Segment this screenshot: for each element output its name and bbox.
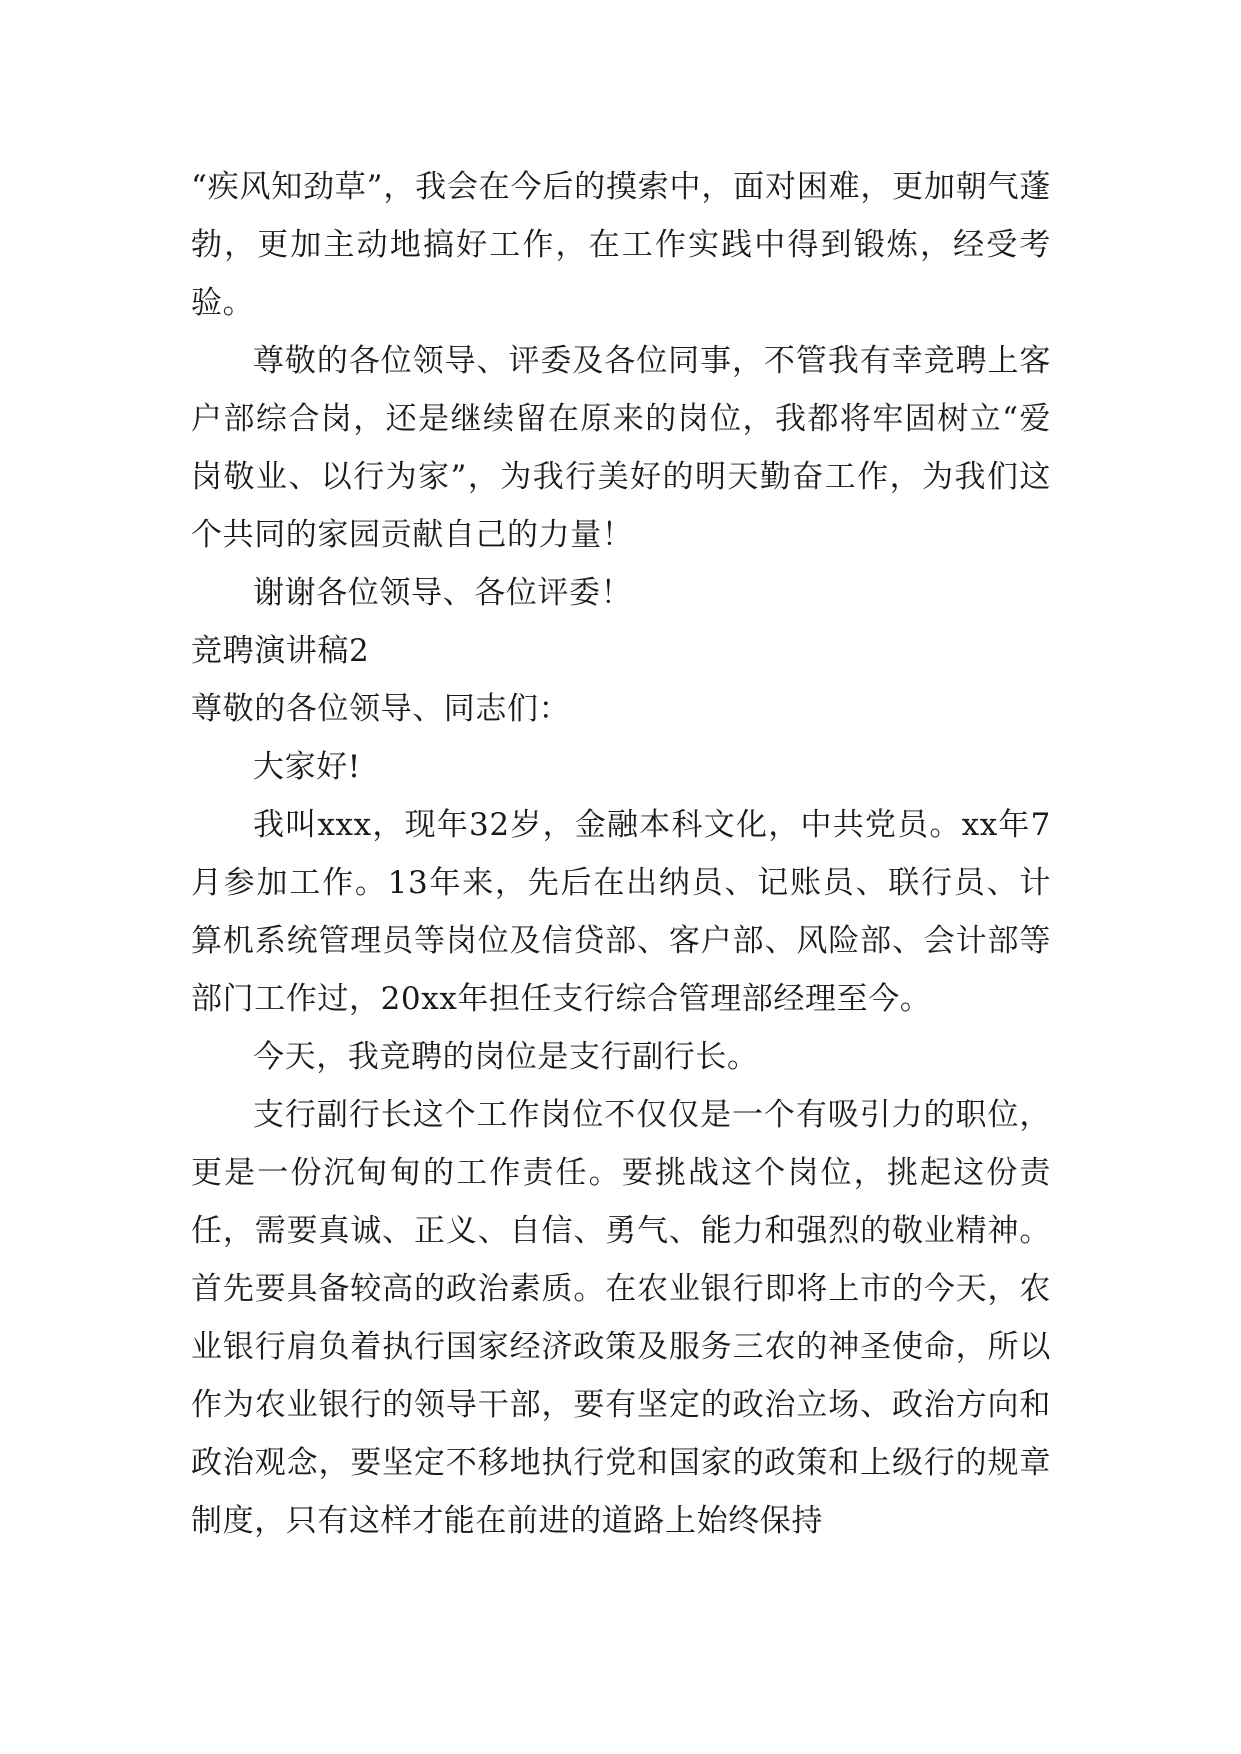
paragraph-position-responsibility: 支行副行长这个工作岗位不仅仅是一个有吸引力的职位，更是一份沉甸甸的工作责任。要挑战这个岗位，挑起这份责任，需要真诚、正义、自信、勇气、能力和强烈的敬业精神。首先要具备较高的政治素质。在农业银行即将上市的今天，农业银行肩负着执行国家经济政策及服务三农的神圣使命，所以作为农业银行的领导干部，要有坚定的政治立场、政治方向和政治观念，要坚定不移地执行党和国家的政策和上级行的规章制度，只有这样才能在前进的道路上始终保持 (191, 1097, 1051, 1539)
paragraph-target-position: 今天，我竞聘的岗位是支行副行长。 (253, 1039, 759, 1075)
paragraph-thanks: 谢谢各位领导、各位评委！ (253, 575, 633, 611)
paragraph-commitment: 尊敬的各位领导、评委及各位同事，不管我有幸竞聘上客户部综合岗，还是继续留在原来的岗位，我都将牢固树立“爱岗敬业、以行为家”，为我行美好的明天勤奋工作，为我们这个共同的家园贡献自己的力量！ (191, 343, 1051, 553)
section-title: 竞聘演讲稿2 (191, 633, 370, 669)
salutation: 尊敬的各位领导、同志们： (191, 691, 571, 727)
paragraph-self-introduction: 我叫xxx，现年32岁，金融本科文化，中共党员。xx年7月参加工作。13年来，先后在出纳员、记账员、联行员、计算机系统管理员等岗位及信贷部、客户部、风险部、会计部等部门工作过，20xx年担任支行综合管理部经理至今。 (191, 807, 1051, 1017)
document-body (191, 158, 1051, 1550)
paragraph-closing-remark: “疾风知劲草”，我会在今后的摸索中，面对困难，更加朝气蓬勃，更加主动地搞好工作，在工作实践中得到锻炼，经受考验。 (191, 169, 1051, 321)
greeting: 大家好! (253, 749, 361, 785)
